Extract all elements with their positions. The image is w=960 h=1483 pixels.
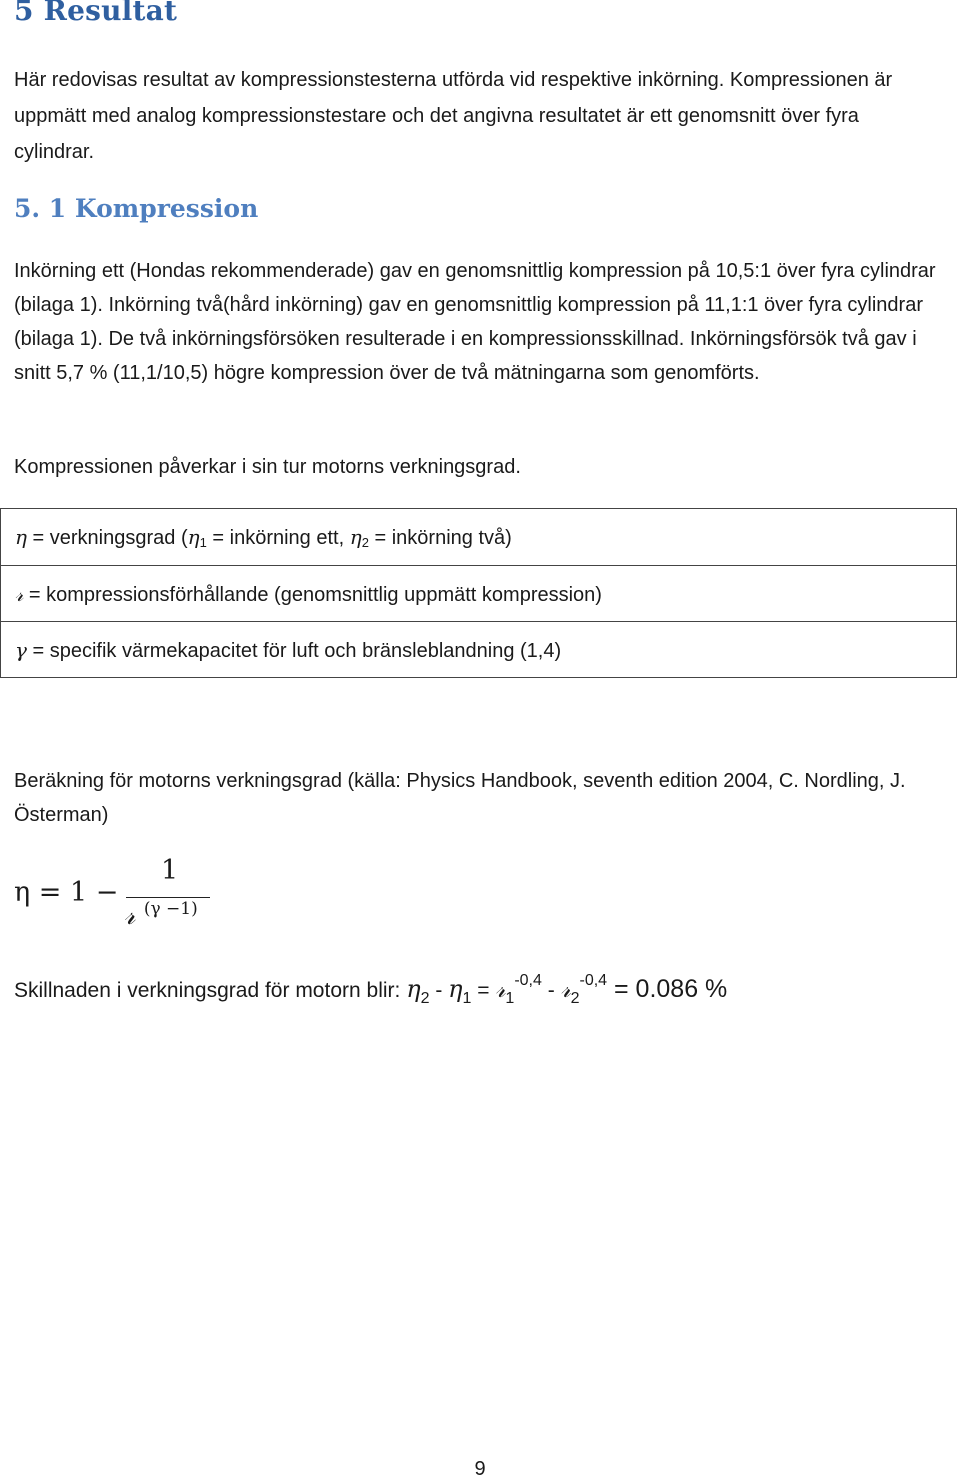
subsection-heading: 5. 1 Kompression	[14, 194, 259, 223]
r-symbol: 𝓇	[15, 582, 24, 606]
diff-exponent-1: -0,4	[514, 972, 542, 989]
diff-r-sub-2: 2	[570, 990, 580, 1007]
formula-denominator	[124, 899, 198, 932]
definition-row-eta	[1, 509, 956, 565]
formula-exponent: (γ −1)	[143, 899, 198, 919]
diff-minus-2: -	[541, 979, 561, 1002]
eta-symbol: η	[349, 525, 362, 549]
page-number: 9	[474, 1458, 486, 1480]
efficiency-note: Kompressionen påverkar i sin tur motorns verkningsgrad.	[14, 456, 521, 478]
intro-paragraph: Här redovisas resultat av kompressionstesterna utförda vid respektive inkörning. Kompressionen är uppmätt med analog kompressionstestare och det angivna resultatet är ett genomsnitt över fyra cylindrar.	[14, 69, 893, 163]
formula-lhs: η = 1 −	[14, 877, 119, 908]
diff-eta-2: η	[406, 975, 421, 1003]
diff-sub-1: 1	[462, 990, 472, 1007]
difference-result: = 0.086 %	[607, 975, 728, 1003]
section-heading: 5 Resultat	[14, 0, 178, 27]
diff-r-sub-1: 1	[505, 990, 515, 1007]
definitions-table	[0, 508, 957, 678]
eta-symbol: η	[15, 525, 27, 549]
fraction-bar	[126, 897, 210, 898]
definition-row-gamma	[1, 621, 956, 677]
formula-numerator: 1	[161, 855, 179, 886]
eta-subscript-1: 1	[199, 535, 207, 550]
eta-subscript-2: 2	[361, 535, 369, 550]
eta-definition-a: = verkningsgrad (	[26, 527, 188, 549]
compression-paragraph: Inkörning ett (Hondas rekommenderade) gav en genomsnittlig kompression på 10,5:1 över fyra cylindrar (bilaga 1). Inkörning två(hård inkörning) gav en genomsnittlig kompression på 11,1:1 över fyra cylindrar (bilaga 1). De två inkörningsförsöken resulterade i en kompressionsskillnad. Inkörningsförsök två gav i snitt 5,7 % (11,1/10,5) högre kompression över de två mätningarna som genomförts.	[14, 260, 936, 384]
diff-eta-1: η	[448, 975, 463, 1003]
eta-definition-c: = inkörning två)	[368, 527, 512, 549]
gamma-definition: = specifik värmekapacitet för luft och bränsleblandning (1,4)	[26, 640, 562, 662]
diff-minus: -	[429, 979, 449, 1002]
formula-r-symbol: 𝓇	[124, 900, 136, 931]
gamma-symbol: γ	[15, 638, 27, 662]
definition-row-r	[1, 565, 956, 621]
diff-r-1: 𝓇	[495, 975, 506, 1003]
difference-label: Skillnaden i verkningsgrad för motorn blir:	[14, 979, 407, 1002]
diff-equals: =	[471, 979, 496, 1002]
eta-definition-b: = inkörning ett,	[206, 527, 350, 549]
diff-sub-2: 2	[420, 990, 430, 1007]
diff-exponent-2: -0,4	[579, 972, 608, 989]
r-definition: = kompressionsförhållande (genomsnittlig uppmätt kompression)	[23, 584, 602, 606]
calculation-intro: Beräkning för motorns verkningsgrad (källa: Physics Handbook, seventh edition 2004, C. Nordling, J. Österman)	[14, 770, 906, 826]
efficiency-difference	[14, 955, 727, 1025]
eta-symbol: η	[187, 525, 200, 549]
diff-r-2: 𝓇	[560, 975, 571, 1003]
efficiency-formula	[14, 855, 274, 935]
